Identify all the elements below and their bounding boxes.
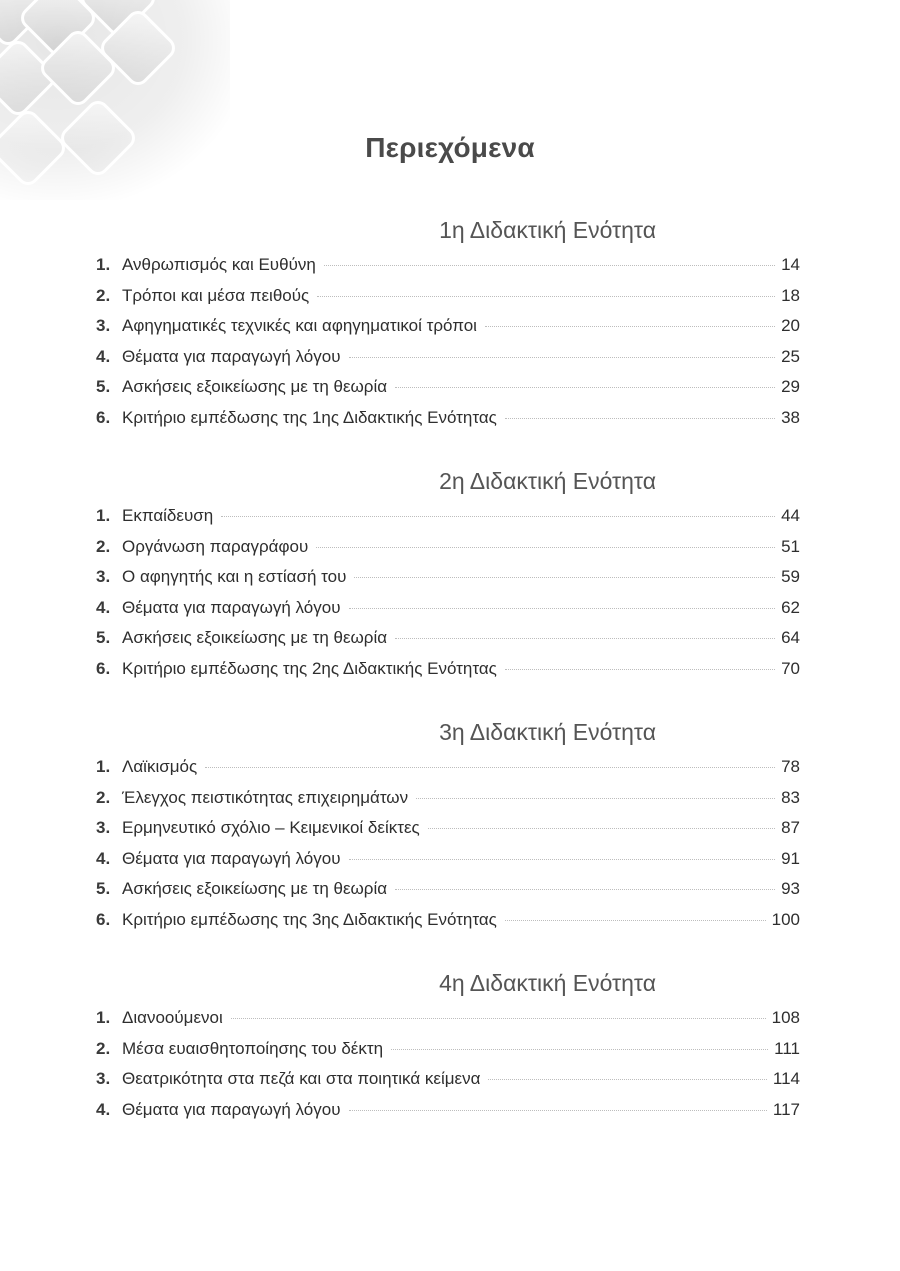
entry-page: 38 bbox=[781, 407, 800, 427]
toc-section-3 bbox=[96, 717, 800, 941]
dot-leader bbox=[324, 265, 775, 266]
entry-number: 4. bbox=[96, 597, 111, 617]
entry-page: 59 bbox=[781, 567, 800, 587]
dot-leader bbox=[488, 1079, 766, 1080]
entry-page: 114 bbox=[772, 1069, 800, 1089]
entry-title: Ανθρωπισμός και Ευθύνη bbox=[122, 255, 316, 274]
toc-entry[interactable] bbox=[96, 788, 800, 819]
entry-number: 2. bbox=[96, 285, 111, 305]
entry-page: 51 bbox=[781, 536, 800, 556]
entry-title: Ασκήσεις εξοικείωσης με τη θεωρία bbox=[122, 377, 388, 397]
entry-number: 1. bbox=[96, 757, 111, 776]
dot-leader bbox=[349, 357, 776, 358]
entry-title: Ασκήσεις εξοικείωσης με τη θεωρία bbox=[122, 879, 388, 899]
dot-leader bbox=[395, 889, 775, 890]
entry-number: 4. bbox=[96, 1099, 111, 1119]
toc-section-4 bbox=[96, 968, 800, 1130]
section-title: 2η Διδακτική Ενότητα bbox=[439, 468, 656, 494]
entry-title: Ο αφηγητής και η εστίασή του bbox=[122, 567, 347, 587]
page-title: Περιεχόμενα bbox=[365, 132, 535, 163]
entry-number: 4. bbox=[96, 346, 111, 366]
entry-page: 20 bbox=[781, 316, 800, 336]
entry-number: 4. bbox=[96, 848, 111, 868]
entry-page: 93 bbox=[781, 879, 800, 899]
section-title: 4η Διδακτική Ενότητα bbox=[439, 970, 656, 996]
dot-leader bbox=[349, 859, 776, 860]
entry-page: 87 bbox=[781, 818, 800, 838]
entry-page: 18 bbox=[781, 285, 800, 305]
section-title: 1η Διδακτική Ενότητα bbox=[439, 217, 656, 243]
toc-section-2 bbox=[96, 466, 800, 690]
entry-title: Ασκήσεις εξοικείωσης με τη θεωρία bbox=[122, 628, 388, 648]
entry-title: Αφηγηματικές τεχνικές και αφηγηματικοί τρόποι bbox=[122, 316, 477, 336]
entry-title: Θέματα για παραγωγή λόγου bbox=[122, 1099, 341, 1119]
toc-entry[interactable] bbox=[96, 506, 800, 537]
entry-title: Μέσα ευαισθητοποίησης του δέκτη bbox=[122, 1038, 384, 1058]
dot-leader bbox=[317, 296, 775, 297]
entry-title: Θέματα για παραγωγή λόγου bbox=[122, 597, 341, 617]
dot-leader bbox=[349, 1110, 767, 1111]
toc-entry[interactable] bbox=[96, 347, 800, 378]
toc-list bbox=[96, 506, 800, 690]
dot-leader bbox=[416, 798, 775, 799]
entry-page: 62 bbox=[781, 597, 800, 617]
entry-page: 91 bbox=[781, 848, 800, 868]
entry-number: 2. bbox=[96, 1038, 111, 1058]
entry-number: 3. bbox=[96, 818, 111, 838]
entry-title: Διανοούμενοι bbox=[122, 1008, 223, 1027]
dot-leader bbox=[316, 547, 775, 548]
toc-entry[interactable] bbox=[96, 316, 800, 347]
entry-title: Κριτήριο εμπέδωσης της 2ης Διδακτικής Ενότητας bbox=[122, 658, 497, 678]
toc-entry[interactable] bbox=[96, 849, 800, 880]
section-title: 3η Διδακτική Ενότητα bbox=[439, 719, 656, 745]
entry-number: 3. bbox=[96, 316, 111, 336]
entry-page: 64 bbox=[781, 628, 800, 648]
dot-leader bbox=[485, 326, 775, 327]
toc-entry[interactable] bbox=[96, 818, 800, 849]
toc-entry[interactable] bbox=[96, 910, 800, 941]
toc-entry[interactable] bbox=[96, 628, 800, 659]
toc-entry[interactable] bbox=[96, 408, 800, 439]
entry-number: 6. bbox=[96, 407, 111, 427]
toc-entry[interactable] bbox=[96, 567, 800, 598]
corner-pattern-decoration bbox=[0, 0, 230, 200]
entry-number: 2. bbox=[96, 536, 111, 556]
dot-leader bbox=[354, 577, 775, 578]
entry-page: 14 bbox=[781, 255, 800, 274]
dot-leader bbox=[505, 920, 766, 921]
entry-title: Οργάνωση παραγράφου bbox=[122, 536, 309, 556]
entry-number: 5. bbox=[96, 628, 111, 648]
toc-entry[interactable] bbox=[96, 879, 800, 910]
entry-page: 29 bbox=[781, 377, 800, 397]
entry-page: 78 bbox=[781, 757, 800, 776]
entry-number: 6. bbox=[96, 909, 111, 929]
entry-page: 108 bbox=[771, 1008, 800, 1027]
toc-entry[interactable] bbox=[96, 598, 800, 629]
dot-leader bbox=[221, 516, 775, 517]
entry-page: 70 bbox=[781, 658, 800, 678]
toc-entry[interactable] bbox=[96, 1100, 800, 1131]
entry-title: Τρόποι και μέσα πειθούς bbox=[122, 285, 310, 305]
entry-title: Ερμηνευτικό σχόλιο – Κειμενικοί δείκτες bbox=[122, 818, 420, 838]
toc-entry[interactable] bbox=[96, 255, 800, 286]
dot-leader bbox=[395, 387, 775, 388]
entry-page: 25 bbox=[781, 346, 800, 366]
entry-number: 1. bbox=[96, 255, 111, 274]
entry-number: 3. bbox=[96, 567, 111, 587]
entry-title: Κριτήριο εμπέδωσης της 1ης Διδακτικής Ενότητας bbox=[122, 407, 497, 427]
entry-page: 83 bbox=[781, 787, 800, 807]
entry-title: Έλεγχος πειστικότητας επιχειρημάτων bbox=[122, 787, 409, 807]
entry-page: 44 bbox=[781, 506, 800, 525]
toc-entry[interactable] bbox=[96, 1008, 800, 1039]
entry-number: 1. bbox=[96, 506, 111, 525]
toc-entry[interactable] bbox=[96, 537, 800, 568]
entry-title: Θέματα για παραγωγή λόγου bbox=[122, 848, 341, 868]
toc-list bbox=[96, 1008, 800, 1130]
entry-number: 5. bbox=[96, 879, 111, 899]
entry-title: Θέματα για παραγωγή λόγου bbox=[122, 346, 341, 366]
toc-entry[interactable] bbox=[96, 1039, 800, 1070]
entry-number: 2. bbox=[96, 787, 111, 807]
toc-entry[interactable] bbox=[96, 659, 800, 690]
entry-title: Εκπαίδευση bbox=[122, 506, 214, 525]
entry-number: 3. bbox=[96, 1069, 111, 1089]
entry-page: 117 bbox=[772, 1099, 800, 1119]
dot-leader bbox=[395, 638, 775, 639]
dot-leader bbox=[428, 828, 775, 829]
toc-list bbox=[96, 757, 800, 941]
entry-number: 1. bbox=[96, 1008, 111, 1027]
entry-title: Θεατρικότητα στα πεζά και στα ποιητικά κείμενα bbox=[122, 1069, 481, 1089]
entry-number: 6. bbox=[96, 658, 111, 678]
toc-list bbox=[96, 255, 800, 439]
entry-page: 111 bbox=[774, 1038, 800, 1058]
entry-title: Λαϊκισμός bbox=[122, 757, 198, 776]
toc-entry[interactable] bbox=[96, 377, 800, 408]
dot-leader bbox=[505, 669, 775, 670]
dot-leader bbox=[349, 608, 776, 609]
toc-entry[interactable] bbox=[96, 1069, 800, 1100]
toc-entry[interactable] bbox=[96, 286, 800, 317]
entry-title: Κριτήριο εμπέδωσης της 3ης Διδακτικής Ενότητας bbox=[122, 909, 497, 929]
toc-entry[interactable] bbox=[96, 757, 800, 788]
dot-leader bbox=[205, 767, 775, 768]
toc-section-1 bbox=[96, 215, 800, 439]
dot-leader bbox=[391, 1049, 768, 1050]
entry-number: 5. bbox=[96, 377, 111, 397]
entry-page: 100 bbox=[771, 909, 800, 929]
dot-leader bbox=[505, 418, 775, 419]
dot-leader bbox=[231, 1018, 766, 1019]
